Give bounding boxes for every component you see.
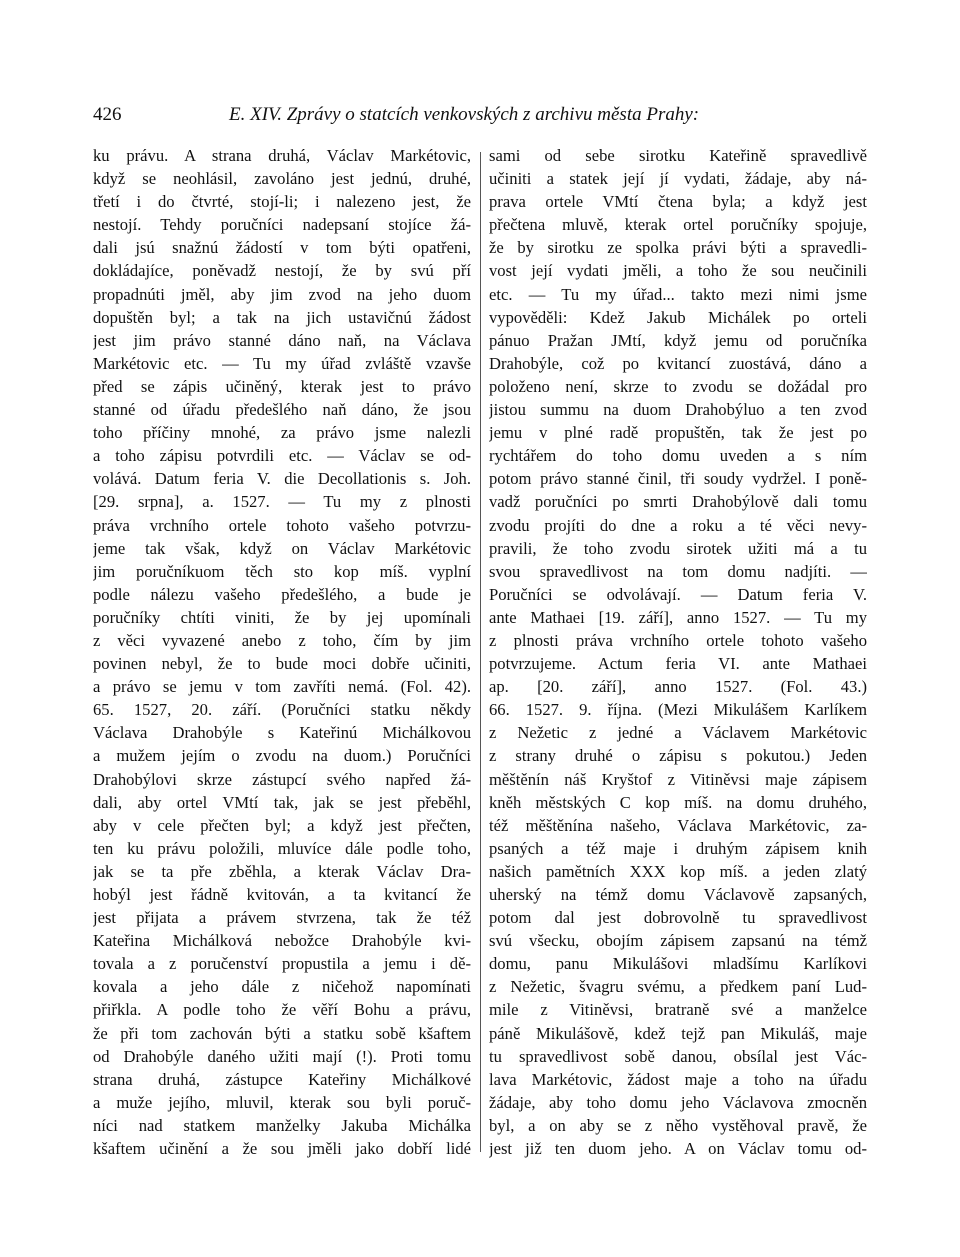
- right-column-line: tu spravedlivost sobě danou, obsílal jest Vác-: [489, 1046, 867, 1066]
- left-column-line: třetí i do čtvrté, stojí-li; i nalezeno jest, že: [93, 192, 471, 212]
- left-column-line: tovala a z poručenství propustila a jemu i dě-: [93, 954, 471, 974]
- running-title: E. XIV. Zprávy o statcích venkovských z archivu města Prahy:: [229, 104, 700, 125]
- right-column-line: že by sirotku ze spolka právi býti a spravedli-: [489, 238, 867, 258]
- left-column-line: a právo se jemu v tom zavříti nemá. (Fol. 42).: [93, 677, 471, 697]
- left-column-line: aby v cele přečten byl; a když jest přečten,: [93, 815, 471, 835]
- left-column-line: Kateřina Michálková nebožce Drahobýle kvi-: [93, 931, 471, 951]
- page-number: 426: [93, 104, 122, 125]
- right-column-line: z Nežetic, švagru svému, a předkem paní Lud-: [489, 977, 867, 997]
- left-column-line: jim poručníkuom těch sto kop míš. vyplní: [93, 561, 471, 581]
- right-column-line: jemu v plné radě propuštěn, tak že jest po: [489, 423, 867, 443]
- right-column-line: domu, panu Mikulášovi mladšímu Karlíkovi: [489, 954, 867, 974]
- left-column-line: toho příčiny mnohé, za právo jsme nalezli: [93, 423, 471, 443]
- right-column-line: též měštěnína našeho, Václava Markétovic, za-: [489, 815, 867, 835]
- left-column-line: dali, aby ortel VMtí tak, jak se jest přeběhl,: [93, 792, 471, 812]
- right-column-line: pravili, že toho zvodu sirotek užiti má a tu: [489, 538, 867, 558]
- right-column-line: byl, a on aby se z něho vystěhoval pravě, že: [489, 1115, 867, 1135]
- right-column-line: psaných a též maje i druhým zápisem knih: [489, 838, 867, 858]
- left-column-line: jest jim právo stanné dáno naň, na Václava: [93, 330, 471, 350]
- right-column-line: lava Markétovic, žádost maje a toho na úřadu: [489, 1069, 867, 1089]
- right-column-line: svú všecku, obojím zápisem zapsanú na témž: [489, 931, 867, 951]
- left-text-column: [93, 144, 471, 1160]
- left-column-line: práva vrchního ortele tohoto vašeho potvrzu-: [93, 515, 471, 535]
- left-column-line: a toho zápisu potvrdili etc. — Václav se od-: [93, 446, 471, 466]
- right-column-line: potom dal jest dobrovolně tu spravedlivost: [489, 908, 867, 928]
- left-column-line: že při tom zachován býti a statku sobě kšaftem: [93, 1023, 471, 1043]
- right-column-line: páně Mikulášově, kdež tejž pan Mikuláš, maje: [489, 1023, 867, 1043]
- right-column-line: našich pamětních XXX kop míš. a jeden zlatý: [489, 861, 867, 881]
- left-column-line: před se zápis učiněný, kterak jest to právo: [93, 376, 471, 396]
- left-column-line: dokládajíce, poněvadž nestojí, že by svú pří: [93, 261, 471, 281]
- left-column-line: poručníky chtíti viniti, že by jej upomínali: [93, 607, 471, 627]
- right-column-line: Poručníci se odvolávají. — Datum feria V.: [489, 584, 867, 604]
- left-column-line: Markétovic etc. — Tu my úřad zvláště vzavše: [93, 353, 471, 373]
- left-column-line: nestojí. Tehdy poručníci nadepsaní stojíce žá-: [93, 215, 471, 235]
- right-column-line: jest již ten duom jeho. A on Václav tomu od-: [489, 1139, 867, 1159]
- right-column-line: sami od sebe sirotku Kateřině spravedlivě: [489, 146, 867, 165]
- left-column-line: stanné od úřadu předešlého naň dáno, že jsou: [93, 400, 471, 420]
- right-text-column: [489, 144, 867, 1160]
- right-column-line: pánuo Pražan JMtí, když jemu od poručníka: [489, 330, 867, 350]
- right-column-line: žádaje, aby toho domu jeho Václavova zmocněn: [489, 1092, 867, 1112]
- left-column-line: [29. srpna], a. 1527. — Tu my z plnosti: [93, 492, 471, 512]
- left-column-line: a muže jejího, mluvil, kterak sou byli poruč-: [93, 1092, 471, 1112]
- right-column-line: kněh městských C kop míš. na domu druhého,: [489, 792, 867, 812]
- left-column-line: když se neohlásil, zavoláno jest jednú, druhé,: [93, 169, 471, 189]
- left-column-line: kšaftem učinění a že sou jměli jako dobří lidé: [93, 1139, 471, 1159]
- right-column-line: 66. 1527. 9. října. (Mezi Mikulášem Karlíkem: [489, 700, 867, 720]
- left-column-line: jak se ta pře zběhla, a kterak Václav Dra-: [93, 861, 471, 881]
- right-column-line: z plnosti práva vrchního ortele tohoto vašeho: [489, 630, 867, 650]
- left-column-line: přiřkla. A podle toho že věří Bohu a právu,: [93, 1000, 471, 1020]
- left-column-line: podle nálezu vašeho předešlého, a bude je: [93, 584, 471, 604]
- left-column-line: z věci vyvazené anebo z toho, čím by jim: [93, 630, 471, 650]
- right-column-line: potom právo stanné činil, tři soudy vydržel. I poně-: [489, 469, 867, 489]
- left-column-line: jeme tak však, když on Václav Markétovic: [93, 538, 471, 558]
- right-column-line: z Nežetic z jedné a Václavem Markétovic: [489, 723, 867, 743]
- left-column-line: od Drahobýle daného užiti mají (!). Proti tomu: [93, 1046, 471, 1066]
- left-column-line: hobýl jest řádně kvitován, a ta kvitancí že: [93, 885, 471, 904]
- left-column-line: jest přijata a právem stvrzena, tak že též: [93, 908, 471, 928]
- left-column-line: dali jsú snažnú žádostí v tom býti opatřeni,: [93, 238, 471, 258]
- right-column-line: mile z Vitiněvsi, bratraně své a manželce: [489, 1000, 867, 1020]
- right-column-line: měštěnín náš Kryštof z Vitiněvsi maje zápisem: [489, 769, 867, 789]
- right-column-line: svou spravedlivost na tom domu nadjíti. —: [489, 561, 867, 581]
- left-column-line: propadnúti jměl, aby jim zvod na jeho duom: [93, 284, 471, 304]
- right-column-line: etc. — Tu my úřad... takto mezi nimi jsme: [489, 284, 867, 304]
- right-column-line: jistou summu na duom Drahobýluo a ten zvod: [489, 400, 867, 420]
- right-column-line: ap. [20. září], anno 1527. (Fol. 43.): [489, 677, 867, 697]
- column-divider: [480, 152, 481, 1152]
- right-column-line: uherský na témž domu Václavově zapsaných,: [489, 885, 867, 904]
- left-column-line: ku právu. A strana druhá, Václav Markétovic,: [93, 146, 471, 165]
- left-column-line: níci nad statkem manželky Jakuba Michálka: [93, 1115, 471, 1135]
- left-column-line: dopuštěn byl; a tak na jich ustavičnú žádost: [93, 307, 471, 327]
- right-column-line: vadž poručníci po smrti Drahobýlově dali tomu: [489, 492, 867, 512]
- right-column-line: vypověděli: Kdež Jakub Michálek po orteli: [489, 307, 867, 327]
- right-column-line: učiniti a statek její jí vydati, žádaje, aby ná-: [489, 169, 867, 189]
- left-column-line: kovala a jeho dále z ničehož napomínati: [93, 977, 471, 997]
- right-column-line: z strany druhé o zápisu s pokutou.) Jeden: [489, 746, 867, 766]
- right-column-line: zvodu projíti do dne a roku a té věci nevy-: [489, 515, 867, 535]
- left-column-line: a mužem jejím o zvodu na duom.) Poručníci: [93, 746, 471, 766]
- right-column-line: položeno není, skrze to zvodu se dožádal pro: [489, 376, 867, 396]
- right-column-line: ante Mathaei [19. září], anno 1527. — Tu my: [489, 607, 867, 627]
- right-column-line: přečtena mluvě, kterak ortel poručníky spojuje,: [489, 215, 867, 235]
- left-column-line: volává. Datum feria V. die Decollationis s. Joh.: [93, 469, 471, 489]
- left-column-line: Václava Drahobýle s Kateřinú Michálkovou: [93, 723, 471, 743]
- right-column-line: Drahobýle, což po kvitancí zuostává, dáno a: [489, 353, 867, 373]
- left-column-line: strana druhá, zástupce Kateřiny Michálkové: [93, 1069, 471, 1089]
- right-column-line: prava ortele VMtí čtena byla; a když jest: [489, 192, 867, 212]
- right-column-line: rychtářem do toho domu uveden a s ním: [489, 446, 867, 466]
- right-column-line: potvrzujeme. Actum feria VI. ante Mathaei: [489, 654, 867, 674]
- running-header: [93, 100, 868, 130]
- left-column-line: Drahobýlovi skrze zástupcí svého napřed žá-: [93, 769, 471, 789]
- left-column-line: povinen nebyl, že to bude moci dobře učiniti,: [93, 654, 471, 674]
- left-column-line: 65. 1527, 20. září. (Poručníci statku někdy: [93, 700, 471, 720]
- left-column-line: ten ku právu položili, mluvíce dále podle toho,: [93, 838, 471, 858]
- right-column-line: vost její vydati jměli, a toho že sou neučinili: [489, 261, 867, 281]
